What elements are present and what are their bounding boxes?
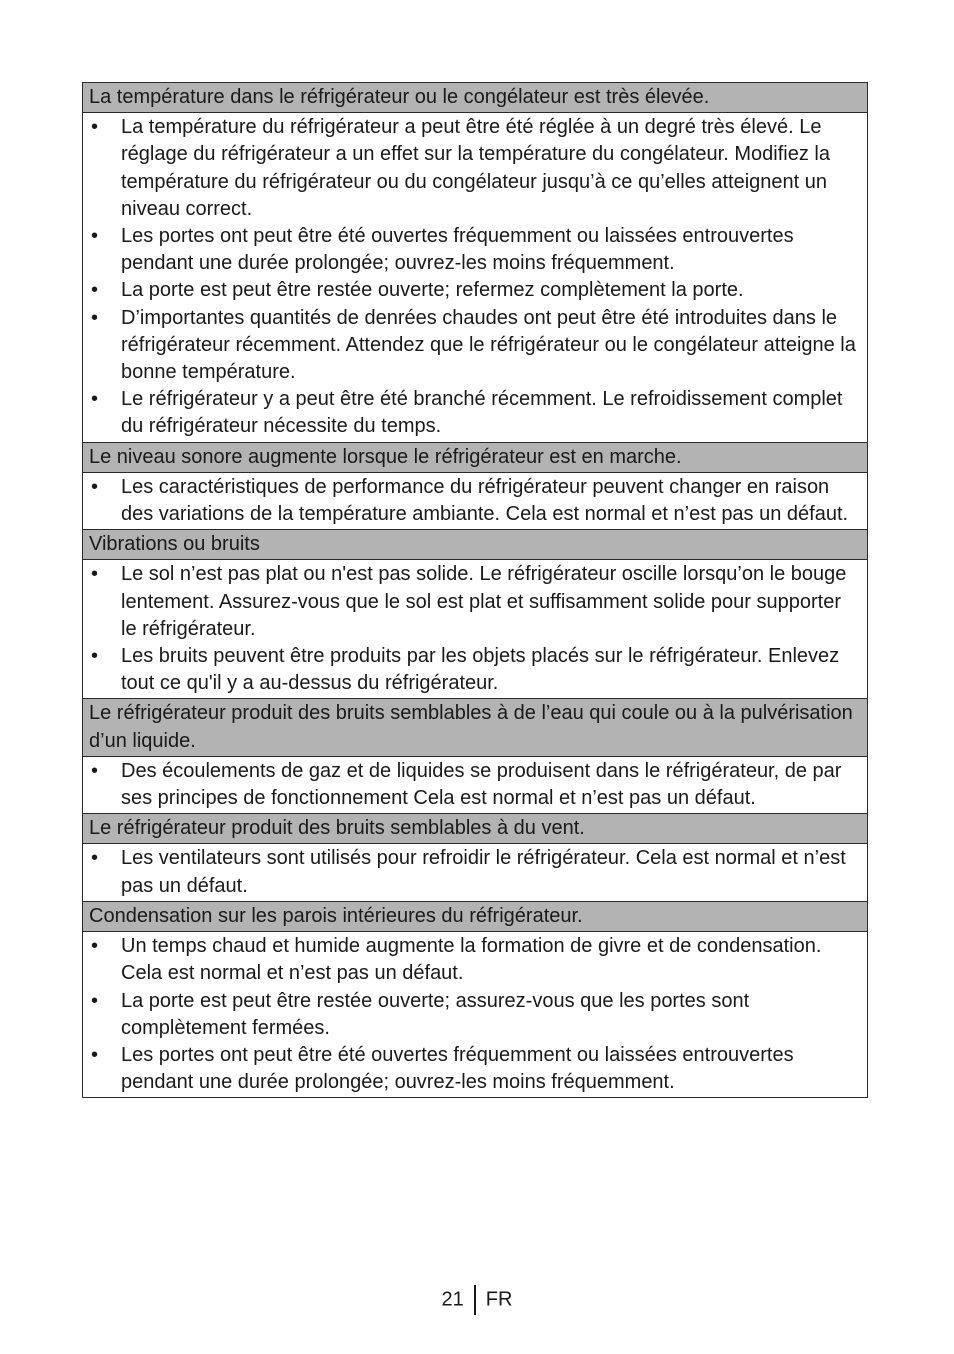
section-body bbox=[83, 560, 868, 699]
section-header-row bbox=[83, 699, 868, 756]
bullet-item: • Les bruits peuvent être produits par les objets placés sur le réfrigérateur. Enlevez tout ce qu'il y a au-dessus du réfrigérateur. bbox=[89, 643, 861, 697]
bullet-item: • Les caractéristiques de performance du réfrigérateur peuvent changer en raison des variations de la température ambiante. Cela est normal et n’est pas un défaut. bbox=[89, 474, 861, 528]
bullet-item: • Les portes ont peut être été ouvertes fréquemment ou laissées entrouvertes pendant une durée prolongée; ouvrez-les moins fréquemment. bbox=[89, 223, 861, 277]
bullet-item: • Les ventilateurs sont utilisés pour refroidir le réfrigérateur. Cela est normal et n’est pas un défaut. bbox=[89, 845, 861, 899]
bullet-list bbox=[89, 933, 861, 1096]
section-body-row bbox=[83, 560, 868, 699]
section-header: Condensation sur les parois intérieures du réfrigérateur. bbox=[83, 901, 868, 931]
section-body bbox=[83, 844, 868, 901]
section-header: La température dans le réfrigérateur ou le congélateur est très élevée. bbox=[83, 83, 868, 113]
bullet-item: • La température du réfrigérateur a peut être été réglée à un degré très élevé. Le réglage du réfrigérateur a un effet sur la température du congélateur. Modifiez la température du réfrigérateur ou du congélateur jusqu’à ce qu’elles atteignent un niveau correct. bbox=[89, 114, 861, 223]
section-header-row bbox=[83, 530, 868, 560]
language-code: FR bbox=[485, 1288, 513, 1311]
bullet-item: • Le réfrigérateur y a peut être été branché récemment. Le refroidissement complet du réfrigérateur nécessite du temps. bbox=[89, 386, 861, 440]
section-body bbox=[83, 756, 868, 813]
section-body-row bbox=[83, 844, 868, 901]
bullet-item: • Des écoulements de gaz et de liquides se produisent dans le réfrigérateur, de par ses principes de fonctionnement Cela est normal et n’est pas un défaut. bbox=[89, 758, 861, 812]
section-body bbox=[83, 932, 868, 1098]
bullet-item: • La porte est peut être restée ouverte; assurez-vous que les portes sont complètement fermées. bbox=[89, 988, 861, 1042]
page-number: 21 bbox=[441, 1288, 464, 1311]
section-header-row bbox=[83, 83, 868, 113]
bullet-list bbox=[89, 758, 861, 812]
footer-divider bbox=[474, 1285, 476, 1315]
section-header: Vibrations ou bruits bbox=[83, 530, 868, 560]
page-footer bbox=[0, 1284, 954, 1315]
troubleshooting-table bbox=[82, 82, 868, 1098]
section-header: Le réfrigérateur produit des bruits semblables à du vent. bbox=[83, 814, 868, 844]
bullet-item: • Les portes ont peut être été ouvertes fréquemment ou laissées entrouvertes pendant une durée prolongée; ouvrez-les moins fréquemment. bbox=[89, 1042, 861, 1096]
bullet-list bbox=[89, 561, 861, 697]
section-header-row bbox=[83, 442, 868, 472]
bullet-item: • La porte est peut être restée ouverte; refermez complètement la porte. bbox=[89, 277, 861, 304]
bullet-item: • D’importantes quantités de denrées chaudes ont peut être été introduites dans le réfrigérateur récemment. Attendez que le réfrigérateur ou le congélateur atteigne la bonne température. bbox=[89, 305, 861, 387]
section-header: Le réfrigérateur produit des bruits semblables à de l’eau qui coule ou à la pulvérisation d’un liquide. bbox=[83, 699, 868, 756]
bullet-item: • Un temps chaud et humide augmente la formation de givre et de condensation. Cela est normal et n’est pas un défaut. bbox=[89, 933, 861, 987]
section-body bbox=[83, 113, 868, 442]
section-header-row bbox=[83, 901, 868, 931]
bullet-item: • Le sol n’est pas plat ou n'est pas solide. Le réfrigérateur oscille lorsqu’on le bouge lentement. Assurez-vous que le sol est plat et suffisamment solide pour supporter le réfrigérateur. bbox=[89, 561, 861, 643]
bullet-list bbox=[89, 474, 861, 528]
section-header-row bbox=[83, 814, 868, 844]
section-body-row bbox=[83, 472, 868, 529]
bullet-list bbox=[89, 845, 861, 899]
bullet-list bbox=[89, 114, 861, 440]
section-body-row bbox=[83, 756, 868, 813]
section-body-row bbox=[83, 113, 868, 442]
section-body bbox=[83, 472, 868, 529]
section-header: Le niveau sonore augmente lorsque le réfrigérateur est en marche. bbox=[83, 442, 868, 472]
section-body-row bbox=[83, 932, 868, 1098]
